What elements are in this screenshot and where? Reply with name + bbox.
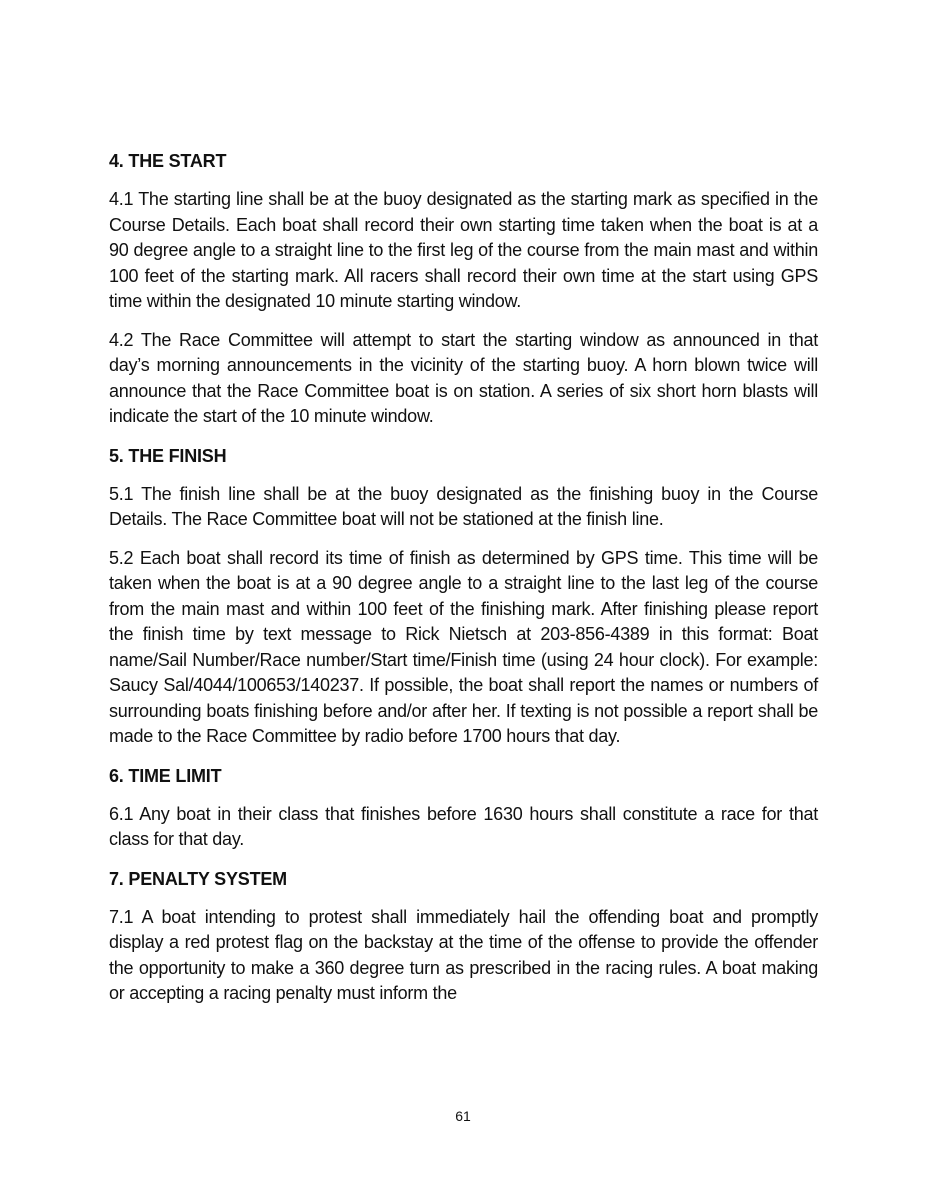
paragraph-4-2: 4.2 The Race Committee will attempt to start the starting window as announced in that day’s morning announcements in the vicinity of the starting buoy. A horn blown twice will announce that the Race Committee boat is on station. A series of six short horn blasts will indicate the start of the 10 minute window. — [109, 329, 818, 426]
page-number: 61 — [455, 1108, 471, 1124]
document-page — [109, 148, 818, 1020]
paragraph-7-1: 7.1 A boat intending to protest shall immediately hail the offending boat and promptly display a red protest flag on the backstay at the time of the offense to provide the offender the opportunity to make a 360 degree turn as prescribed in the racing rules. A boat making or accepting a racing penalty must inform the — [109, 906, 818, 1003]
paragraph-4-1: 4.1 The starting line shall be at the buoy designated as the starting mark as specified in the Course Details. Each boat shall record their own starting time taken when the boat is at a 90 degree angle to a straight line to the first leg of the course from the main mast and within 100 feet of the starting mark. All racers shall record their own time at the start using GPS time within the designated 10 minute starting window. — [109, 189, 818, 311]
section-heading-start: 4. THE START — [109, 151, 227, 171]
section-heading-time-limit: 6. TIME LIMIT — [109, 765, 222, 786]
section-heading-penalty-system: 7. PENALTY SYSTEM — [109, 868, 287, 889]
section-heading-finish: 5. THE FINISH — [109, 445, 227, 466]
paragraph-5-1: 5.1 The finish line shall be at the buoy designated as the finishing buoy in the Course Details. The Race Committee boat will not be stationed at the finish line. — [109, 483, 818, 529]
paragraph-5-2: 5.2 Each boat shall record its time of finish as determined by GPS time. This time will be taken when the boat is at a 90 degree angle to a straight line to the last leg of the course from the main mast and within 100 feet of the finishing mark. After finishing please report the finish time by text message to Rick Nietsch at 203-856-4389 in this format: Boat name/Sail Number/Race number/Start time/Finish time (using 24 hour clock). For example: Saucy Sal/4044/100653/140237. If possible, the boat shall report the names or numbers of surrounding boats finishing before and/or after her. If texting is not possible a report shall be made to the Race Committee by radio before 1700 hours that day. — [109, 547, 818, 746]
paragraph-6-1: 6.1 Any boat in their class that finishes before 1630 hours shall constitute a race for that class for that day. — [109, 803, 818, 849]
